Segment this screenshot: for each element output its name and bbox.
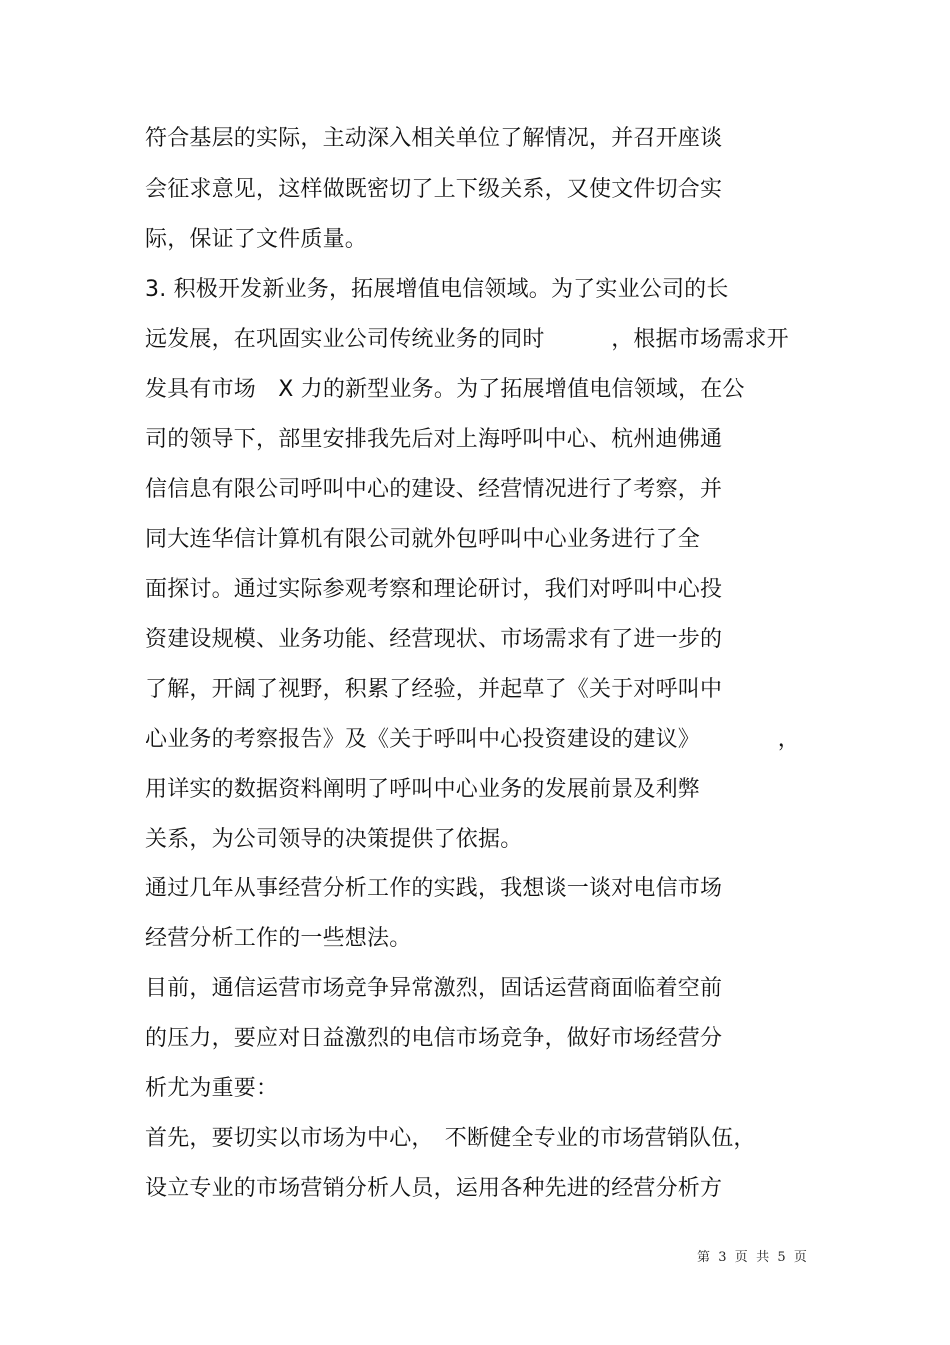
text-line: 会征求意见，这样做既密切了上下级关系，又使文件切合实 (145, 177, 723, 202)
text-line: 面探讨。通过实际参观考察和理论研讨，我们对呼叫中心投 (145, 577, 723, 602)
text-line: 用详实的数据资料阐明了呼叫中心业务的发展前景及利弊 (145, 777, 701, 802)
text-line: 目前，通信运营市场竞争异常激烈，固话运营商面临着空前 (145, 976, 723, 1001)
text-line: 际，保证了文件质量。 (145, 227, 368, 252)
text-line: 符合基层的实际，主动深入相关单位了解情况，并召开座谈 (145, 126, 723, 151)
text-line: 的压力，要应对日益激烈的电信市场竞争，做好市场经营分 (145, 1026, 723, 1051)
text-line: 发具有市场 X 力的新型业务。为了拓展增值电信领域，在公 (145, 377, 745, 402)
text-line: 通过几年从事经营分析工作的实践，我想谈一谈对电信市场 (145, 876, 723, 901)
text-line: 关系，为公司领导的决策提供了依据。 (145, 827, 523, 852)
text-line: 司的领导下，部里安排我先后对上海呼叫中心、杭州迪佛通 (145, 427, 723, 452)
text-line: 同大连华信计算机有限公司就外包呼叫中心业务进行了全 (145, 527, 701, 552)
text-line: 信信息有限公司呼叫中心的建设、经营情况进行了考察，并 (145, 477, 723, 502)
text-line: 远发展，在巩固实业公司传统业务的同时 ，根据市场需求开 (145, 327, 789, 352)
text-line: 了解，开阔了视野，积累了经验，并起草了《关于对呼叫中 (145, 677, 723, 702)
text-line: 首先，要切实以市场为中心， 不断健全专业的市场营销队伍， (145, 1126, 756, 1151)
text-line: 经营分析工作的一些想法。 (145, 926, 412, 951)
text-line: 设立专业的市场营销分析人员，运用各种先进的经营分析方 (145, 1176, 723, 1201)
text-line: 心业务的考察报告》及《关于呼叫中心投资建设的建议》 ， (145, 727, 801, 752)
text-line: 析尤为重要： (145, 1076, 279, 1101)
text-line: 3. 积极开发新业务，拓展增值电信领域。为了实业公司的长 (145, 277, 729, 302)
text-line: 资建设规模、业务功能、经营现状、市场需求有了进一步的 (145, 627, 723, 652)
page-number-footer: 第 3 页 共 5 页 (697, 1250, 807, 1265)
